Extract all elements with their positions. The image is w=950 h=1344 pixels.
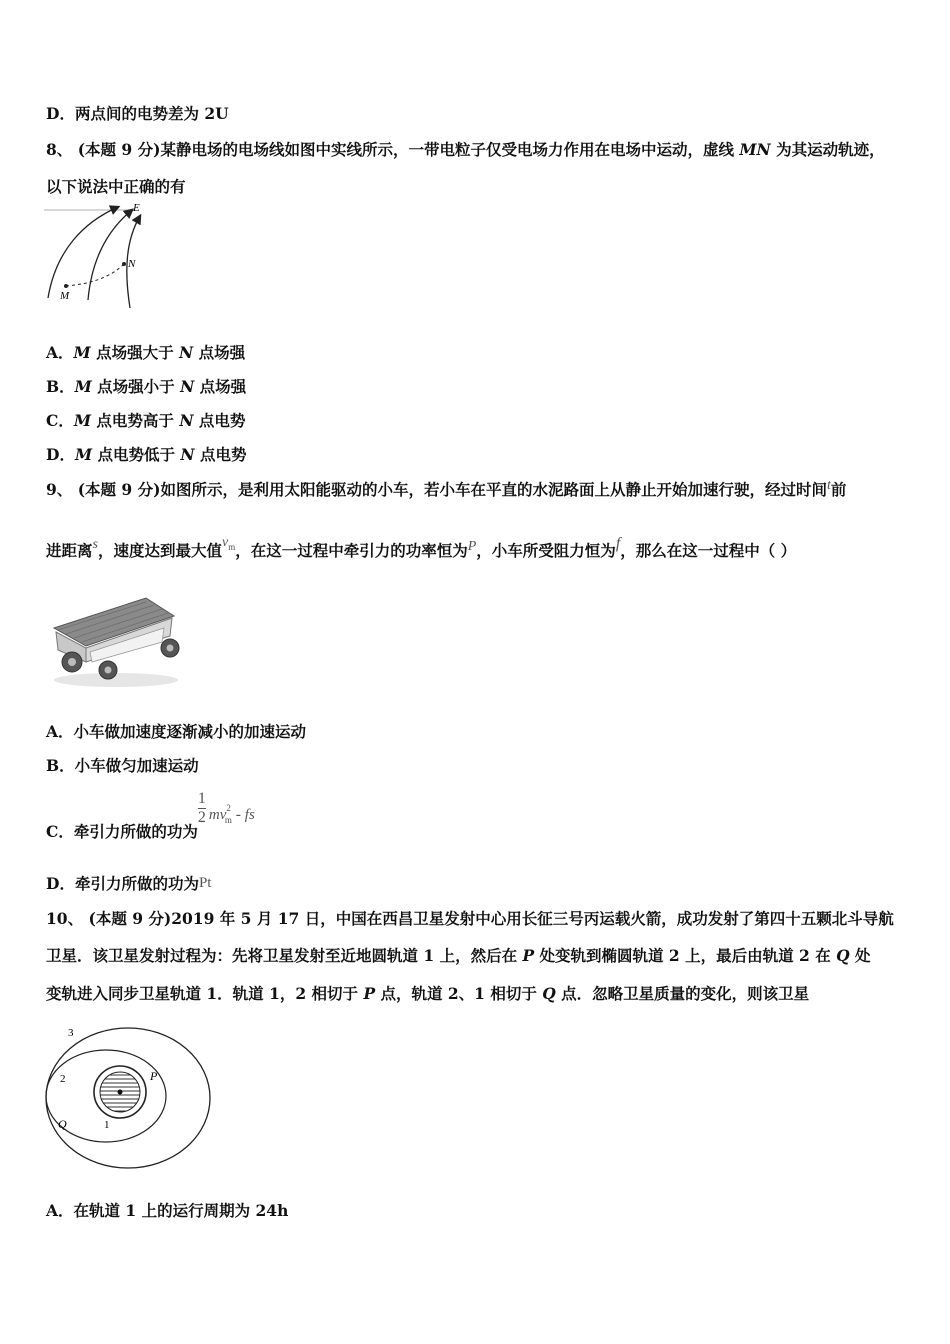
point-n (122, 262, 126, 266)
question-score: (本题 9 分) (77, 480, 161, 499)
stem-text: 2019 年 5 月 17 日，中国在西昌卫星发射中心用长征三号丙运载火箭，成功发射了第四十五颗北斗导航 (171, 909, 894, 928)
q10-stem-line1 (46, 907, 894, 929)
field-line (88, 210, 132, 300)
q9-stem-line1 (46, 478, 846, 500)
label-orbit-1: 1 (104, 1119, 110, 1131)
expr-pt: Pt (198, 875, 212, 891)
earth-center (118, 1090, 123, 1095)
stem-text: 如图所示，是利用太阳能驱动的小车，若小车在平直的水泥路面上从静止开始加速行驶，经过时间 (160, 480, 827, 499)
var-m: M (74, 445, 93, 464)
option-text: 牵引力所做的功为 (74, 874, 199, 893)
q8-option-b (46, 375, 246, 397)
stem-text: 处 (849, 946, 871, 965)
stem-text: 点．忽略卫星质量的变化，则该卫星 (555, 984, 810, 1003)
question-number: 9、 (46, 480, 73, 499)
stem-text: 以下说法中正确的有 (46, 177, 186, 196)
label-q: Q (58, 1117, 67, 1131)
question-score: (本题 9 分) (88, 909, 172, 928)
q9-stem-line2 (46, 535, 797, 562)
option-label: D． (46, 104, 75, 123)
q8-option-d (46, 443, 247, 465)
option-text: 点场强大于 (90, 343, 179, 362)
option-label: B． (46, 756, 75, 775)
option-text: 在轨道 1 上的运行周期为 24h (73, 1201, 289, 1220)
fraction-denominator: 2 (197, 809, 206, 826)
var-m: M (73, 343, 91, 362)
stem-text: 处变轨到椭圆轨道 2 上，最后由轨道 2 在 (534, 946, 837, 965)
option-label: C． (46, 821, 74, 841)
option-text: 点电势高于 (91, 411, 180, 430)
stem-text: 卫星．该卫星发射过程为：先将卫星发射至近地圆轨道 1 上，然后在 (46, 946, 523, 965)
option-label: D． (46, 445, 75, 464)
fraction-numerator: 1 (197, 790, 206, 807)
expr-mv (208, 802, 232, 825)
label-p: P (150, 1069, 158, 1083)
var-m: M (73, 411, 92, 430)
expr-minus: - (231, 805, 245, 823)
var-s: s (92, 537, 98, 552)
subscript: m (224, 814, 232, 825)
option-text: 点电势 (194, 445, 247, 464)
q9-option-b (46, 754, 199, 776)
question-score: (本题 9 分) (77, 140, 161, 159)
q8-field-figure (44, 200, 164, 310)
option-text: 点场强 (193, 343, 246, 362)
trajectory (66, 264, 124, 286)
stem-text: ，在这一过程中牵引力的功率恒为 (235, 541, 468, 560)
stem-text: ，那么在这一过程中（ ） (620, 541, 797, 560)
var-p: P (363, 984, 376, 1003)
option-text: 点场强小于 (91, 377, 181, 396)
expr-m: mv (208, 806, 227, 823)
q7-option-d (46, 102, 229, 124)
q8-option-c (46, 409, 245, 431)
option-label: A． (46, 722, 74, 741)
q9-option-c (46, 790, 255, 841)
var-f: f (615, 535, 621, 552)
solar-car-image (46, 590, 186, 690)
option-text: 小车做加速度逐渐减小的加速运动 (73, 722, 307, 741)
superscript: 2 (226, 802, 231, 813)
label-n: N (128, 258, 136, 270)
option-label: C． (46, 411, 74, 430)
var-n: N (179, 343, 194, 362)
question-number: 8、 (46, 140, 73, 159)
var-mn: MN (739, 140, 771, 159)
q10-orbit-figure (44, 1022, 214, 1172)
option-label: A． (46, 343, 74, 362)
stem-text: 点，轨道 2、1 相切于 (375, 984, 543, 1003)
var-n: N (179, 411, 194, 430)
var-t: t (826, 478, 831, 493)
question-number: 10、 (46, 909, 84, 928)
stem-text: ，速度达到最大值 (97, 541, 222, 560)
stem-text: 变轨进入同步卫星轨道 1．轨道 1，2 相切于 (46, 984, 364, 1003)
var-n: N (180, 445, 195, 464)
var-m: M (74, 377, 92, 396)
stem-text: 某静电场的电场线如图中实线所示，一带电粒子仅受电场力作用在电场中运动，虚线 (160, 140, 740, 159)
option-label: B． (46, 377, 75, 396)
label-orbit-3: 3 (68, 1027, 74, 1039)
var-q: Q (542, 984, 556, 1003)
stem-text: 进距离 (46, 541, 93, 560)
var-q: Q (836, 946, 850, 965)
option-text: 点场强 (194, 377, 247, 396)
var-v: v (221, 535, 229, 550)
option-text: 小车做匀加速运动 (74, 756, 199, 775)
q8-option-a (46, 341, 245, 363)
stem-text: 为其运动轨迹， (770, 140, 885, 159)
q8-stem-line2 (46, 175, 186, 197)
subscript: m (228, 541, 236, 552)
stem-text: ，小车所受阻力恒为 (476, 541, 616, 560)
stem-text: 前 (830, 480, 847, 499)
var-p: P (522, 946, 535, 965)
option-text: 两点间的电势差为 2U (74, 104, 229, 123)
q9-option-a (46, 720, 306, 742)
fraction-half (198, 790, 206, 827)
label-e: E (133, 202, 140, 214)
q8-stem-line1 (46, 138, 885, 160)
point-m (64, 284, 68, 288)
field-line (48, 207, 118, 298)
label-m: M (60, 290, 70, 302)
var-vm (222, 535, 235, 550)
q10-stem-line3 (46, 982, 809, 1004)
expr-fs: fs (244, 806, 255, 823)
option-text: 点电势 (193, 411, 246, 430)
option-text: 牵引力所做的功为 (73, 821, 198, 841)
q9-option-d (46, 872, 211, 894)
label-orbit-2: 2 (60, 1073, 66, 1085)
var-p: P (467, 539, 477, 554)
q10-option-a (46, 1199, 288, 1221)
q10-stem-line2 (46, 944, 871, 966)
option-label: A． (46, 1201, 74, 1220)
var-n: N (180, 377, 195, 396)
option-text: 点电势低于 (92, 445, 181, 464)
option-label: D． (46, 874, 75, 893)
